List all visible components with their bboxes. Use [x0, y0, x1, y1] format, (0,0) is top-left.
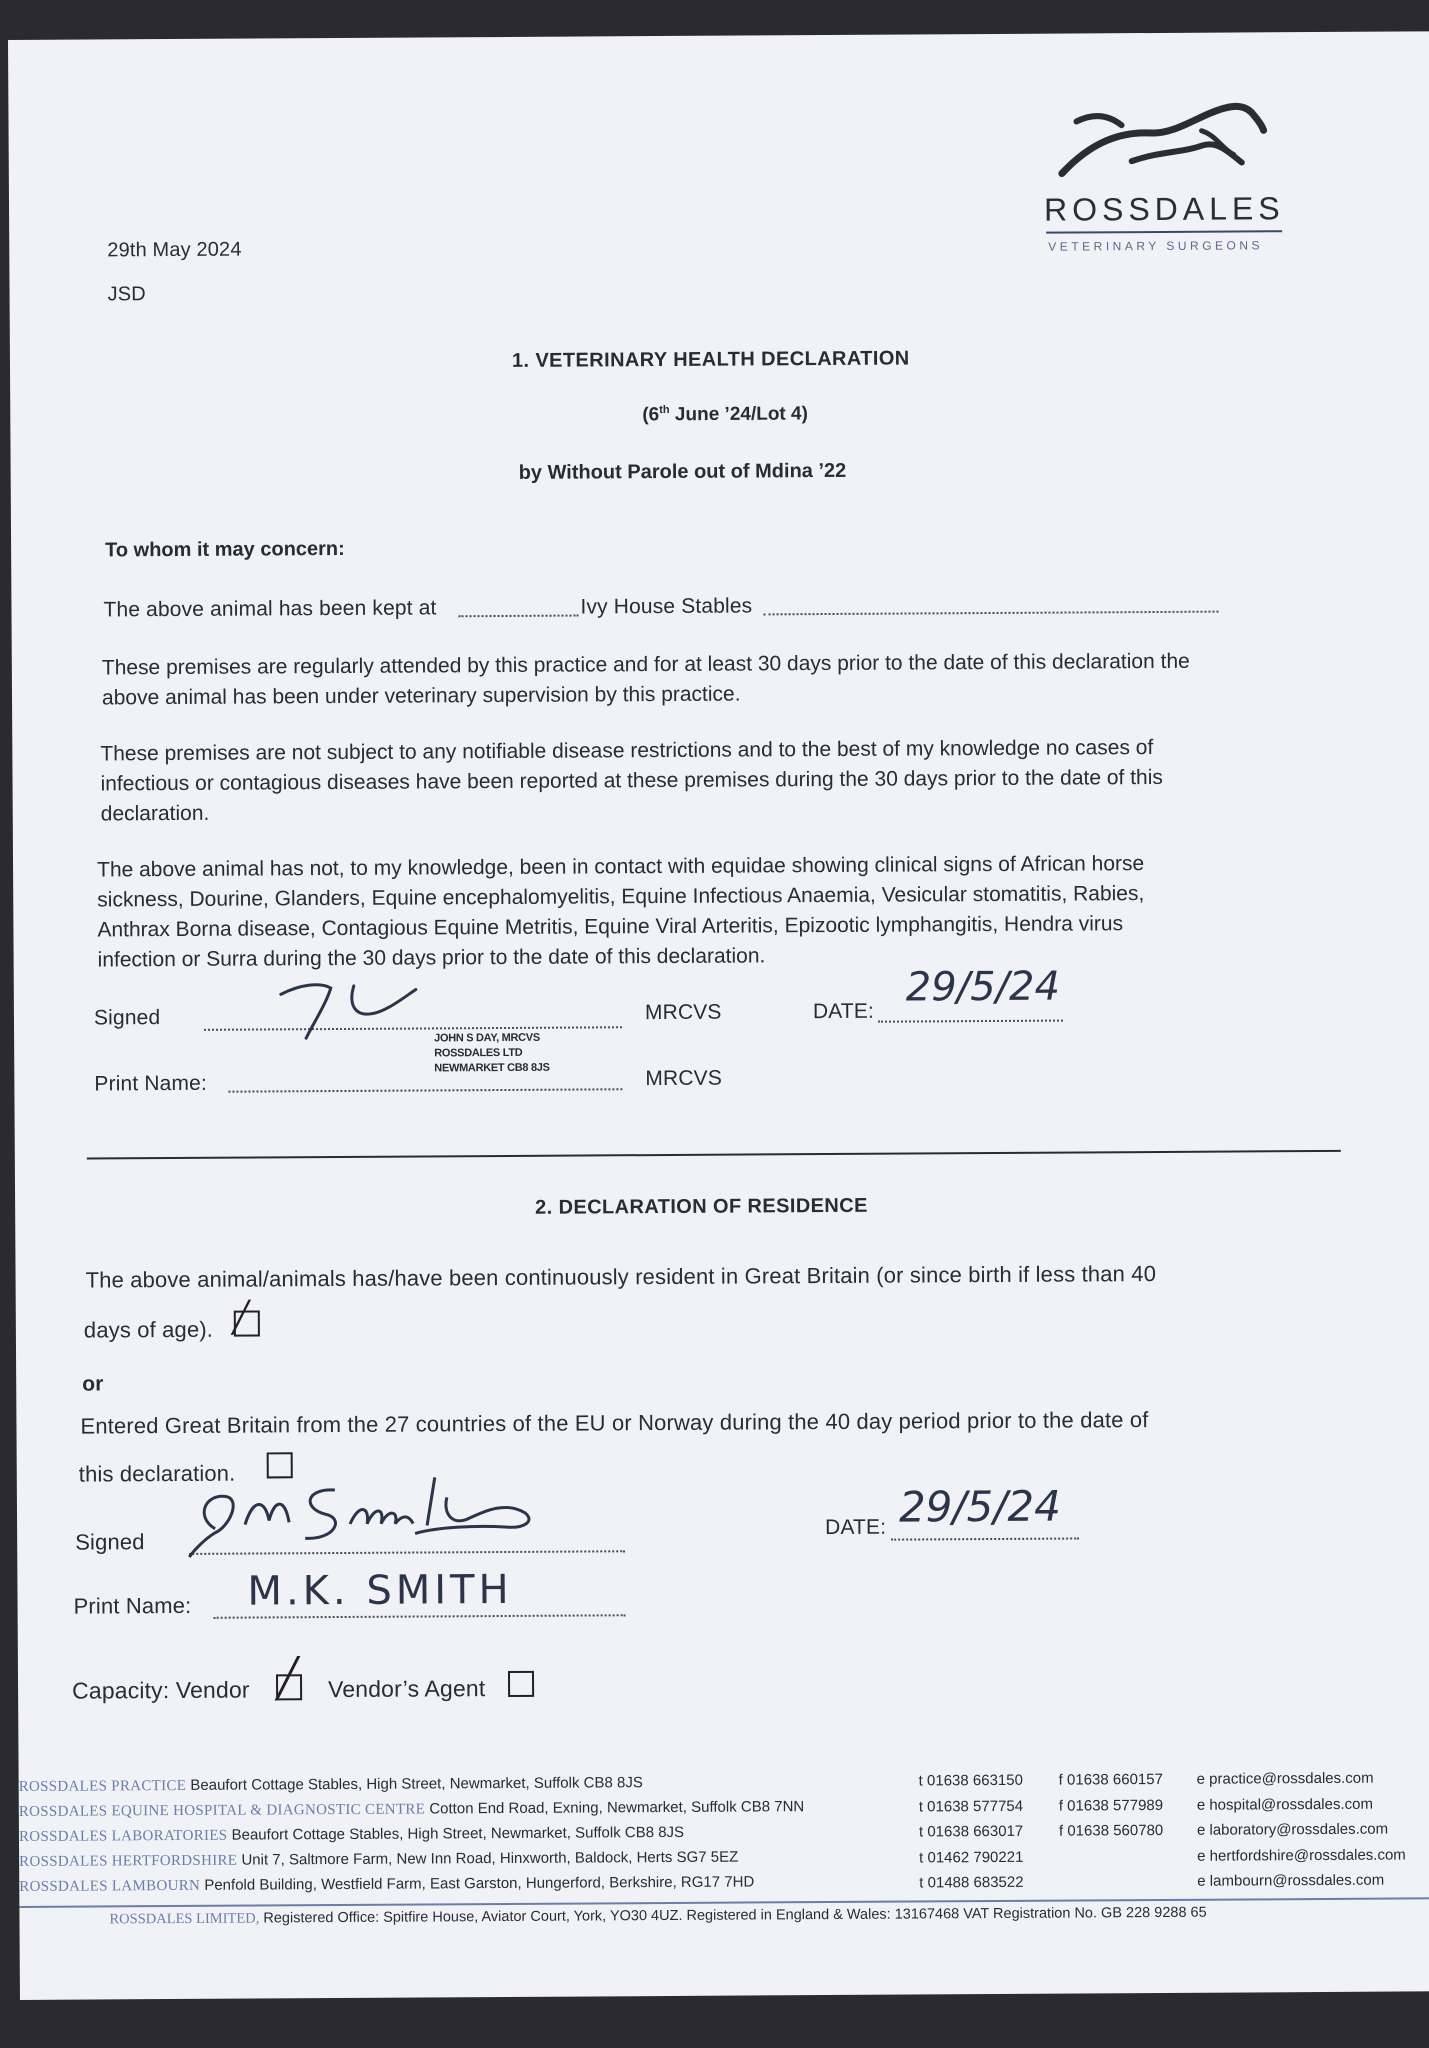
vet-date-line: [878, 1020, 1063, 1023]
horse-pedigree: by Without Parole out of Mdina ’22: [518, 459, 847, 484]
kept-at-label: The above animal has been kept at: [103, 596, 437, 622]
or-separator: or: [82, 1372, 104, 1396]
vendor-print-name-label: Print Name:: [73, 1592, 192, 1619]
footer-row: ROSSDALES HERTFORDSHIRE Unit 7, Saltmore Farm, New Inn Road, Hinxworth, Baldock, Herts SG7 5EZ: [19, 1848, 739, 1870]
rossdales-logo: [1033, 90, 1294, 262]
kept-at-dots-2: [764, 611, 1219, 616]
section2-title: 2. DECLARATION OF RESIDENCE: [535, 1194, 868, 1219]
residence-option2-line1: Entered Great Britain from the 27 countries of the EU or Norway during the 40 day period prior to the date of: [80, 1407, 1149, 1439]
vet-mrcvs-suffix: MRCVS: [644, 1000, 722, 1025]
footer-row: ROSSDALES LAMBOURN Penfold Building, Westfield Farm, East Garston, Hungerford, Berkshire, RG17 7HD: [19, 1873, 755, 1895]
vendor-date-label: DATE:: [825, 1515, 887, 1540]
capacity-agent-label: Vendor’s Agent: [328, 1675, 486, 1703]
footer-row: ROSSDALES LABORATORIES Beaufort Cottage Stables, High Street, Newmarket, Suffolk CB8 8JS: [18, 1823, 685, 1845]
footer-email-column: e practice@rossdales.com e hospital@rossdales.com e laboratory@rossdales.com e hertfordshire@rossdales.com e lambourn@rossdales.com: [1196, 1769, 1406, 1890]
footer-registered-office: ROSSDALES LIMITED, Registered Office: Spitfire House, Aviator Court, York, YO30 4UZ. Registered in England & Wales: 13167468 VAT Registration No. GB 228 9288 65: [109, 1904, 1207, 1928]
vet-date-value: 29/5/24: [905, 963, 1061, 1011]
vet-signed-label: Signed: [93, 1006, 161, 1030]
logo-divider: [1046, 230, 1282, 233]
paragraph-restrictions: These premises are not subject to any notifiable disease restrictions and to the best of my knowledge no cases of infectious or contagious diseases have been reported at these premises during the 30 days prior to the date of this declaration.: [100, 736, 1163, 826]
letter-date: 29th May 2024: [107, 238, 242, 262]
vet-print-mrcvs-suffix: MRCVS: [645, 1066, 723, 1091]
logo-tagline: VETERINARY SURGEONS: [1048, 238, 1264, 254]
section-divider: [87, 1150, 1341, 1160]
logo-name: ROSSDALES: [1043, 190, 1285, 228]
salutation: To whom it may concern:: [105, 537, 345, 562]
vet-name-stamp: JOHN S DAY, MRCVS ROSSDALES LTD NEWMARKET CB8 8JS: [434, 1031, 550, 1075]
residence-option1-check-mark: ╱: [231, 1300, 250, 1336]
residence-option2-line2: this declaration.: [78, 1460, 236, 1487]
vet-print-name-label: Print Name:: [94, 1071, 207, 1096]
lot-info: (6th June ’24/Lot 4): [642, 403, 808, 426]
capacity-vendor-check-mark: ╱: [275, 1656, 300, 1701]
vendor-signed-label: Signed: [75, 1529, 145, 1555]
capacity-vendor-label: Capacity: Vendor: [72, 1676, 250, 1704]
footer-row: ROSSDALES EQUINE HOSPITAL & DIAGNOSTIC CENTRE Cotton End Road, Exning, Newmarket, Suffolk CB8 7NN: [18, 1798, 805, 1820]
vendor-print-name-value: M.K. SMITH: [247, 1566, 513, 1615]
capacity-agent-checkbox[interactable]: [508, 1671, 534, 1697]
vet-signature: [276, 975, 436, 1046]
vendor-date-value: 29/5/24: [898, 1481, 1062, 1532]
kept-at-dots-1: [459, 615, 579, 618]
residence-option1-line1: The above animal/animals has/have been continuously resident in Great Britain (or since birth if less than 40: [85, 1261, 1157, 1293]
kept-at-value: Ivy House Stables: [580, 594, 753, 619]
footer-fax-column: f 01638 660157 f 01638 577989 f 01638 560780: [1058, 1770, 1164, 1840]
vendor-date-line: [891, 1537, 1079, 1540]
footer-addresses: [19, 1769, 1429, 1918]
vendor-signature: [185, 1467, 546, 1559]
vet-date-label: DATE:: [812, 999, 875, 1024]
vet-print-name-line: [228, 1088, 622, 1092]
document-page: [8, 31, 1429, 2000]
section1-title: 1. VETERINARY HEALTH DECLARATION: [511, 347, 910, 372]
residence-option1-line2: days of age).: [83, 1316, 214, 1343]
footer-phone-column: t 01638 663150 t 01638 577754 t 01638 663017 t 01462 790221 t 01488 683522: [918, 1771, 1024, 1892]
horse-logo-icon: [1051, 90, 1272, 191]
paragraph-disease-contact: The above animal has not, to my knowledge, been in contact with equidae showing clinical signs of African horse sickness, Dourine, Glanders, Equine encephalomyelitis, Equine Infectious Anaemia, Vesicular stomatitis, Rabies, Anthrax Borna disease, Contagious Equine Metritis, Equine Viral Arteritis, Epizootic lymphangitis, Hendra virus infection or Surra during the 30 days prior to the date of this declaration.: [97, 852, 1145, 972]
paragraph-supervision: These premises are regularly attended by this practice and for at least 30 days prior to the date of this declaration the above animal has been under veterinary supervision by this practice.: [101, 649, 1190, 710]
letter-ref: JSD: [107, 283, 146, 306]
footer-row: ROSSDALES PRACTICE Beaufort Cottage Stables, High Street, Newmarket, Suffolk CB8 8JS: [18, 1774, 643, 1795]
vendor-print-name-line: [214, 1614, 626, 1619]
